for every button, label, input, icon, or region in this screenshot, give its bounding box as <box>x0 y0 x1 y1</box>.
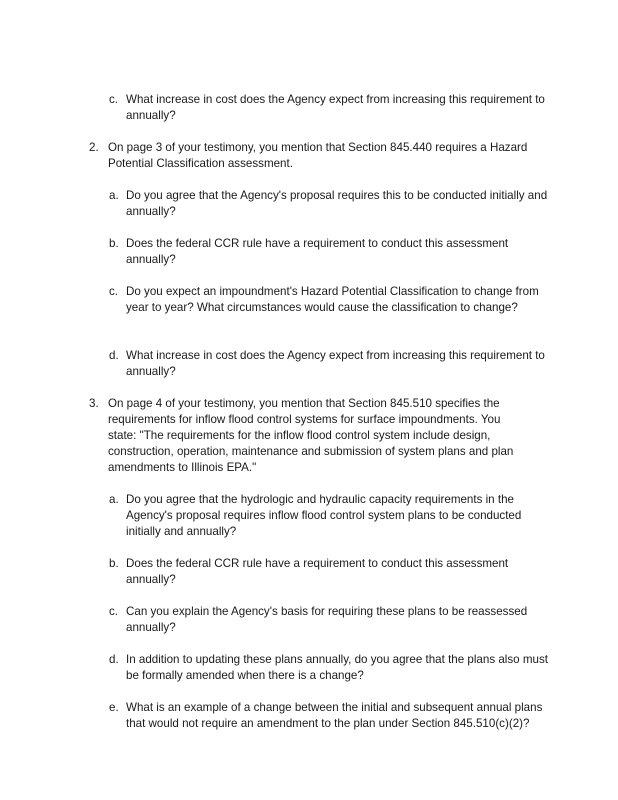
question-3 <box>89 396 529 476</box>
item-marker: 2. <box>89 141 99 154</box>
item-text: Can you explain the Agency's basis for requiring these plans to be reassessed annually? <box>126 605 528 634</box>
question-2a <box>109 188 549 220</box>
item-text: In addition to updating these plans annually, do you agree that the plans also must be formally amended when there is a change? <box>126 653 548 682</box>
item-text: What is an example of a change between the initial and subsequent annual plans that would not require an amendment to the plan under Section 845.510(c)(2)? <box>126 701 543 730</box>
item-marker: c. <box>109 93 119 106</box>
item-marker: b. <box>109 557 119 570</box>
item-marker: a. <box>109 493 119 506</box>
item-text: On page 3 of your testimony, you mention that Section 845.440 requires a Hazard Potential Classification assessment. <box>108 141 528 170</box>
question-3e <box>109 700 549 732</box>
item-text: Does the federal CCR rule have a requirement to conduct this assessment annually? <box>126 557 509 586</box>
item-marker: d. <box>109 349 119 362</box>
item-text: What increase in cost does the Agency expect from increasing this requirement to annually? <box>126 349 545 378</box>
question-2d <box>109 348 549 380</box>
question-3d <box>109 652 549 684</box>
item-marker: b. <box>109 237 119 250</box>
question-2 <box>89 140 529 172</box>
item-marker: e. <box>109 701 119 714</box>
question-2c <box>109 284 549 316</box>
item-text: What increase in cost does the Agency expect from increasing this requirement to annually? <box>126 93 545 122</box>
item-marker: a. <box>109 189 119 202</box>
question-3b <box>109 556 549 588</box>
question-3a <box>109 492 549 540</box>
question-3c <box>109 604 549 636</box>
item-text: Does the federal CCR rule have a requirement to conduct this assessment annually? <box>126 237 509 266</box>
question-1c <box>109 92 549 124</box>
item-text: Do you expect an impoundment's Hazard Potential Classification to change from year to year? What circumstances would cause the classification to change? <box>126 285 539 314</box>
item-text: Do you agree that the hydrologic and hydraulic capacity requirements in the Agency's proposal requires inflow flood control system plans to be conducted initially and annually? <box>126 493 522 538</box>
item-text: On page 4 of your testimony, you mention that Section 845.510 specifies the requirements for inflow flood control systems for surface impoundments. You state: "The requirements for the inflow flood control system include design, construction, operation, maintenance and submission of system plans and plan amendments to Illinois EPA." <box>108 397 514 474</box>
item-marker: d. <box>109 653 119 666</box>
question-2b <box>109 236 549 268</box>
item-marker: c. <box>109 285 119 298</box>
item-marker: c. <box>109 605 119 618</box>
item-text: Do you agree that the Agency's proposal requires this to be conducted initially and annually? <box>126 189 548 218</box>
item-marker: 3. <box>89 397 99 410</box>
